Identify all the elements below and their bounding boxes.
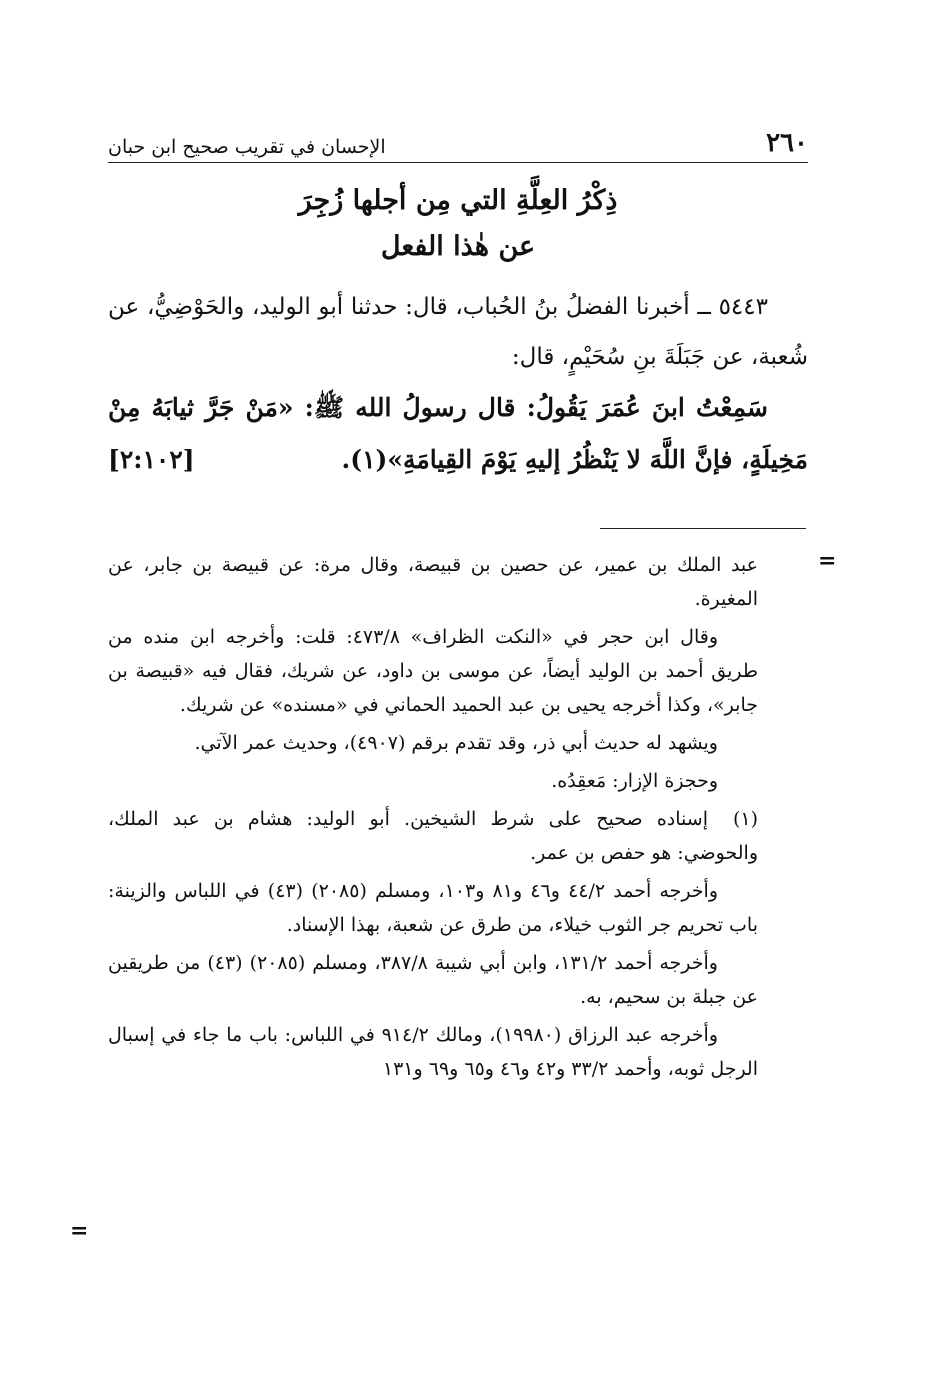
page-number: ٢٦٠ [766,128,808,158]
footnote-1-text: إسناده صحيح على شرط الشيخين. أبو الوليد: هشام بن عبد الملك، والحوضي: هو حفص بن عمر. [108,808,758,864]
hadith-reference: [٢:١٠٢] [108,445,195,474]
continuation-mark-top: = [818,548,837,574]
chapter-heading [108,178,808,270]
running-title: الإحسان في تقريب صحيح ابن حبان [108,136,386,158]
footnote-continued-paragraph: عبد الملك بن عمير، عن حصين بن قبيصة، وقال مرة: عن قبيصة بن جابر، عن المغيرة. [108,554,758,610]
footnotes [108,548,758,1090]
footnote-1-paragraph: وأخرجه أحمد ١٣١/٢، وابن أبي شيبة ٣٨٧/٨، ومسلم (٢٠٨٥) (٤٣) من طريقين عن جبلة بن سحيم، به. [108,952,758,1008]
hadith-isnad: ٥٤٤٣ ــ أخبرنا الفضلُ بنُ الحُباب، قال: حدثنا أبو الوليد، والحَوْضِيُّ، عن شُعبة، عن جَبَلَةَ بنِ سُحَيْمٍ، قال: [108,294,808,370]
continuation-mark-bottom: = [70,1218,89,1244]
hadith-matn: سَمِعْتُ ابنَ عُمَرَ يَقُولُ: قال رسولُ الله ﷺ: «مَنْ جَرَّ ثيابَهُ مِنْ مَخِيلَةٍ، فإنَّ اللَّهَ لا يَنْظُرُ إليهِ يَوْمَ القِيامَةِ»(١). [108,393,808,474]
footnote-1-paragraph: وأخرجه أحمد ٤٤/٢ و٤٦ و٨١ و١٠٣، ومسلم (٢٠٨٥) (٤٣) في اللباس والزينة: باب تحريم جر الثوب خيلاء، من طرق عن شعبة، بهذا الإسناد. [108,880,758,936]
page-header [108,112,808,163]
footnote-paragraph: ويشهد له حديث أبي ذر، وقد تقدم برقم (٤٩٠٧)، وحديث عمر الآتي. [194,732,718,754]
footnote-1-marker: (١) [732,808,758,830]
footnote-separator [600,528,806,529]
hadith-matn-paragraph [108,382,808,486]
footnote-1 [108,802,758,870]
chapter-title-line1: ذِكْرُ العِلَّةِ التي مِن أجلها زُجِرَ [298,185,618,216]
hadith-body [108,282,808,486]
footnote-1-paragraph: وأخرجه عبد الرزاق (١٩٩٨٠)، ومالك ٩١٤/٢ في اللباس: باب ما جاء في إسبال الرجل ثوبه، وأحمد ٣٣/٢ و٤٢ و٤٦ و٦٥ و٦٩ و١٣١ [108,1024,758,1080]
chapter-title-line2: عن هٰذا الفعل [380,231,536,262]
footnote-paragraph: وقال ابن حجر في «النكت الظراف» ٤٧٣/٨: قلت: وأخرجه ابن منده من طريق أحمد بن الوليد أيضاً، عن موسى بن داود، عن شريك، فقال فيه «قبيصة بن جابر»، وكذا أخرجه يحيى بن عبد الحميد الحماني في «مسنده» عن شريك. [108,626,758,716]
footnote-paragraph: وحجزة الإزار: مَعقِدُه. [551,770,718,792]
